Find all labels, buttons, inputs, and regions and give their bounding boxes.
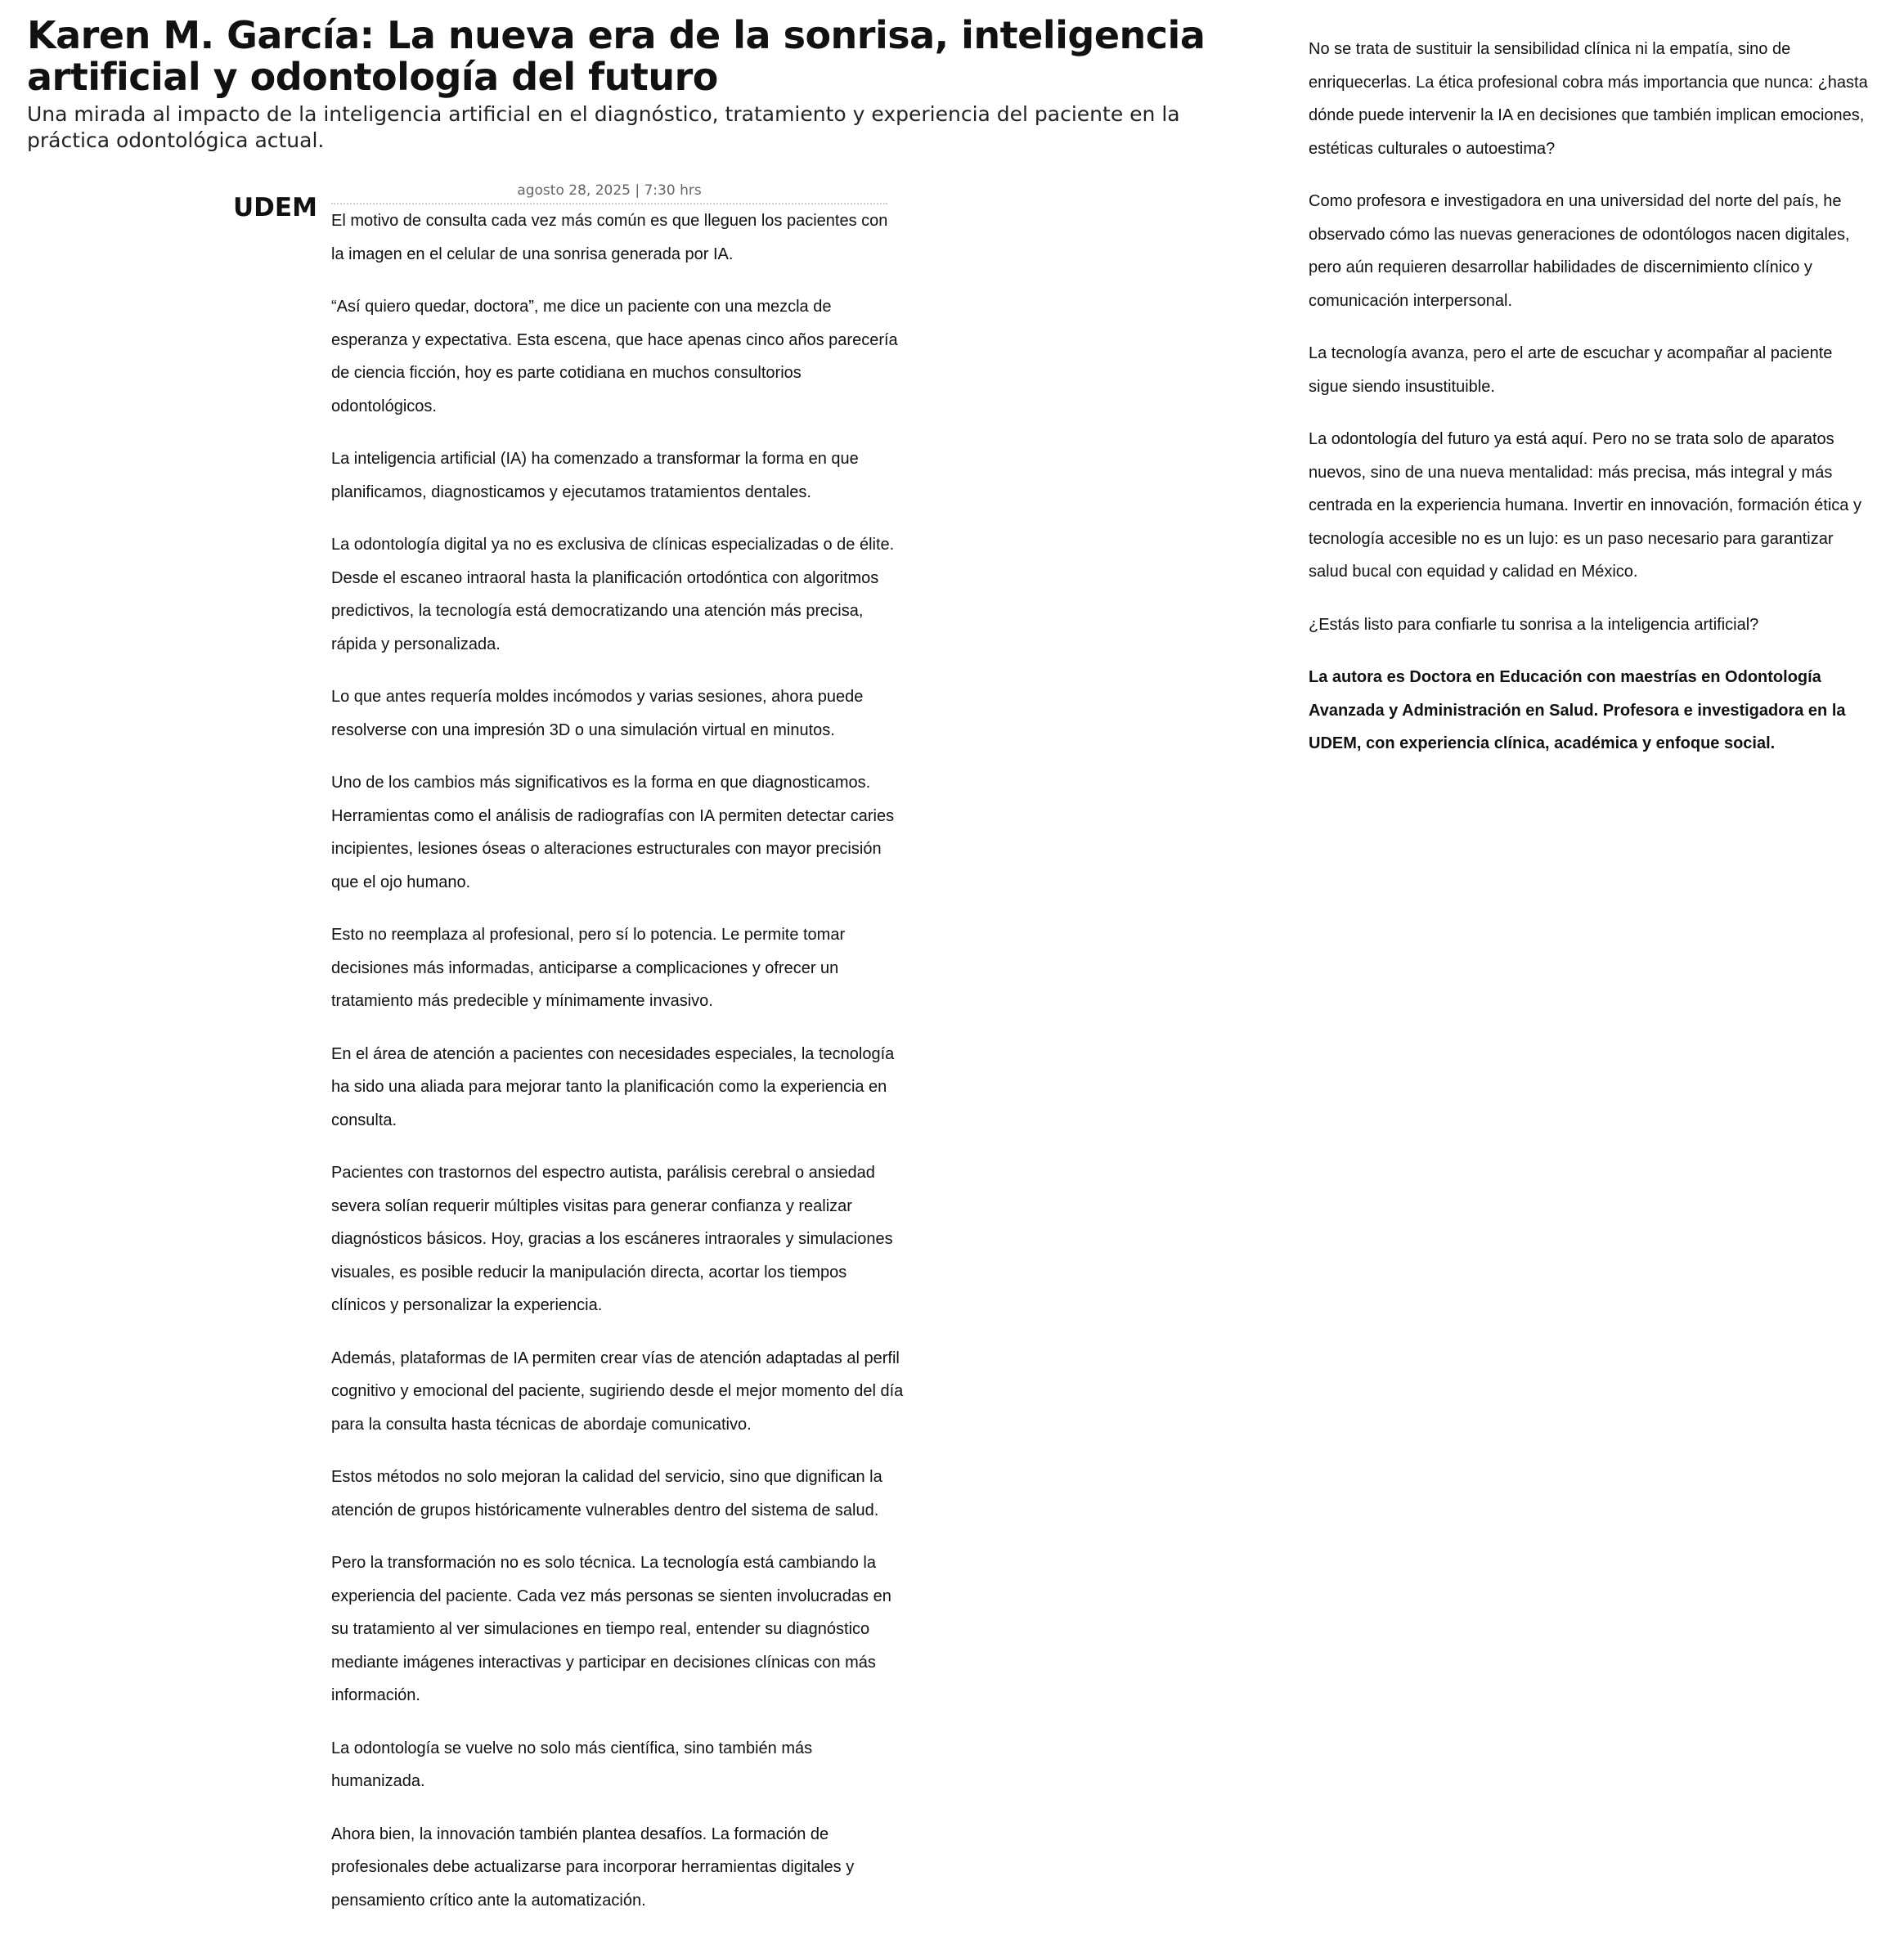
- body-paragraph: El motivo de consulta cada vez más común es que lleguen los pacientes con la imagen en el celular de una sonrisa generada por IA.: [331, 212, 888, 263]
- article-title: Karen M. García: La nueva era de la sonrisa, inteligencia artificial y odontología del futuro: [27, 13, 1206, 99]
- body-paragraph: Además, plataformas de IA permiten crear vías de atención adaptadas al perfil cognitivo y emocional del paciente, sugiriendo desde el mejor momento del día para la consulta hasta técnicas de abordaje comunicativo.: [331, 1349, 904, 1434]
- body-paragraph: Como profesora e investigadora en una universidad del norte del país, he observado cómo las nuevas generaciones de odontólogos nacen digitales, pero aún requieren desarrollar habilidades de discernimiento clínico y comunicación interpersonal.: [1309, 192, 1850, 310]
- closing-question: ¿Estás listo para confiarle tu sonrisa a la inteligencia artificial?: [1309, 615, 1759, 634]
- body-paragraph: La tecnología avanza, pero el arte de escuchar y acompañar al paciente sigue siendo insustituible.: [1309, 344, 1833, 396]
- article-body-right-column: [1309, 33, 1873, 780]
- body-paragraph: La odontología se vuelve no solo más científica, sino también más humanizada.: [331, 1739, 813, 1790]
- body-paragraph: Uno de los cambios más significativos es la forma en que diagnosticamos. Herramientas como el análisis de radiografías con IA permiten detectar caries incipientes, lesiones óseas o alteraciones estructurales con mayor precisión que el ojo humano.: [331, 774, 895, 891]
- body-paragraph: Pero la transformación no es solo técnica. La tecnología está cambiando la experiencia del paciente. Cada vez más personas se sienten involucradas en su tratamiento al ver simulaciones en tiempo real, entender su diagnóstico mediante imágenes interactivas y participar en decisiones clínicas con más información.: [331, 1554, 891, 1704]
- body-paragraph: Lo que antes requería moldes incómodos y varias sesiones, ahora puede resolverse con una impresión 3D o una simulación virtual en minutos.: [331, 688, 864, 739]
- article-body-left-column: [331, 204, 904, 1937]
- author-note: La autora es Doctora en Educación con maestrías en Odontología Avanzada y Administración en Salud. Profesora e investigadora en la UDEM, con experiencia clínica, académica y enfoque social.: [1309, 668, 1846, 752]
- body-paragraph: La odontología digital ya no es exclusiva de clínicas especializadas o de élite. Desde el escaneo intraoral hasta la planificación ortodóntica con algoritmos predictivos, la tecnología está democratizando una atención más precisa, rápida y personalizada.: [331, 536, 895, 653]
- body-paragraph: En el área de atención a pacientes con necesidades especiales, la tecnología ha sido una aliada para mejorar tanto la planificación como la experiencia en consulta.: [331, 1044, 895, 1129]
- article-subtitle: Una mirada al impacto de la inteligencia artificial en el diagnóstico, tratamiento y experiencia del paciente en la práctica odontológica actual.: [27, 102, 1180, 152]
- body-paragraph: Estos métodos no solo mejoran la calidad del servicio, sino que dignifican la atención de grupos históricamente vulnerables dentro del sistema de salud.: [331, 1468, 882, 1519]
- body-paragraph: Pacientes con trastornos del espectro autista, parálisis cerebral o ansiedad severa solían requerir múltiples visitas para generar confianza y realizar diagnósticos básicos. Hoy, gracias a los escáneres intraorales y simulaciones visuales, es posible reducir la manipulación directa, acortar los tiempos clínicos y personalizar la experiencia.: [331, 1164, 893, 1314]
- body-paragraph: La odontología del futuro ya está aquí. Pero no se trata solo de aparatos nuevos, sino de una nueva mentalidad: más precisa, más integral y más centrada en la experiencia humana. Invertir en innovación, formación ética y tecnología accesible no es un lujo: es un paso necesario para garantizar salud bucal con equidad y calidad en México.: [1309, 430, 1861, 581]
- body-paragraph: “Así quiero quedar, doctora”, me dice un paciente con una mezcla de esperanza y expectativa. Esta escena, que hace apenas cinco años parecería de ciencia ficción, hoy es parte cotidiana en muchos consultorios odontológicos.: [331, 298, 898, 415]
- body-paragraph: Ahora bien, la innovación también plantea desafíos. La formación de profesionales debe actualizarse para incorporar herramientas digitales y pensamiento crítico ante la automatización.: [331, 1825, 855, 1910]
- article-dateline: agosto 28, 2025 | 7:30 hrs: [331, 178, 887, 204]
- body-paragraph: Esto no reemplaza al profesional, pero sí lo potencia. Le permite tomar decisiones más informadas, anticiparse a complicaciones y ofrecer un tratamiento más predecible y mínimamente invasivo.: [331, 926, 846, 1010]
- body-paragraph: La inteligencia artificial (IA) ha comenzado a transformar la forma en que planificamos, diagnosticamos y ejecutamos tratamientos dentales.: [331, 450, 859, 501]
- body-paragraph: No se trata de sustituir la sensibilidad clínica ni la empatía, sino de enriquecerlas. La ética profesional cobra más importancia que nunca: ¿hasta dónde puede intervenir la IA en decisiones que también implican emociones, estéticas culturales o autoestima?: [1309, 40, 1868, 158]
- udem-logo: UDEM: [233, 193, 317, 222]
